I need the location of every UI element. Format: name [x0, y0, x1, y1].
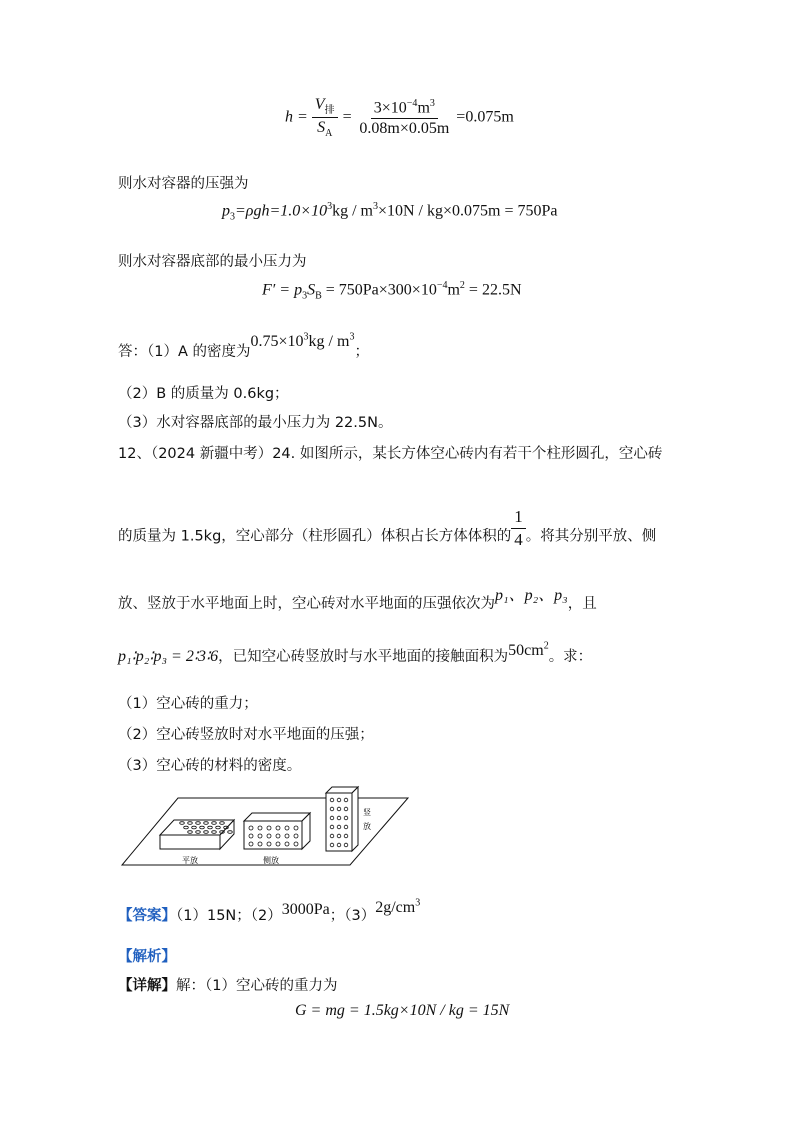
analysis-tag: 【解析】: [118, 949, 176, 965]
detail-line: 【详解】解：（1）空心砖的重力为: [118, 978, 338, 994]
formula-p3: $p_3=\rho gh=1.0\times 10^3kg / m^3\times 10N / kg\times 0.075m = 750Pa$: [222, 201, 558, 223]
detail-tag: 【详解】: [118, 978, 176, 994]
brick-figure: [120, 785, 410, 884]
label-vertical-2: 放: [363, 822, 371, 831]
question-line4: p₁∶p₂∶p₃ = 2∶3∶6，已知空心砖竖放时与水平地面的接触面积为$50cm^2$。求：: [118, 640, 593, 665]
question-line2: 的质量为 1.5kg，空心部分（柱形圆孔）体积占长方体体积的 $\frac{1}{4}$ 。将其分别平放、侧: [118, 507, 657, 549]
answer-2: （2）B 的质量为 0.6kg；: [118, 386, 289, 402]
formula-G: G = mg = 1.5kg×10N / kg = 15N: [295, 1002, 510, 1019]
answer-tag: 【答案】: [118, 908, 176, 924]
force-intro: 则水对容器底部的最小压力为: [118, 254, 307, 270]
label-vertical-1: 竖: [363, 808, 371, 817]
answer-line: 【答案】（1）15N；（2）3000Pa；$(3)2g/cm^3$: [118, 897, 421, 924]
q1: （1）空心砖的重力；: [118, 696, 258, 712]
formula-F: $F' = p_3S_B = 750Pa\times 300\times 10^{-4}m^2 = 22.5N$: [262, 280, 522, 302]
question-line3: 放、竖放于水平地面上时，空心砖对水平地面的压强依次为p₁、p₂、p₃，且: [118, 587, 597, 612]
answer-3: （3）水对容器底部的最小压力为 22.5N。: [118, 415, 393, 431]
q2: （2）空心砖竖放时对水平地面的压强；: [118, 727, 374, 743]
label-side: 侧放: [263, 856, 279, 865]
formula-h: h = $\frac{V_排}{S_A}$ = $\frac{3\times 10^{-4}m^3}{0.08m\times 0.05m}$ =0.075m: [285, 96, 514, 140]
q3: （3）空心砖的材料的密度。: [118, 758, 302, 774]
pressure-intro: 则水对容器的压强为: [118, 176, 249, 192]
side-brick: [244, 813, 310, 849]
brick-figure-svg: [120, 785, 410, 880]
answer-1: 答：（1）A 的密度为$0.75\times 10^3kg / m^3$；: [118, 331, 369, 360]
label-flat: 平放: [182, 856, 198, 865]
question-header: 12、（2024 新疆中考）24. 如图所示，某长方体空心砖内有若干个柱形圆孔，空心砖: [118, 446, 663, 462]
